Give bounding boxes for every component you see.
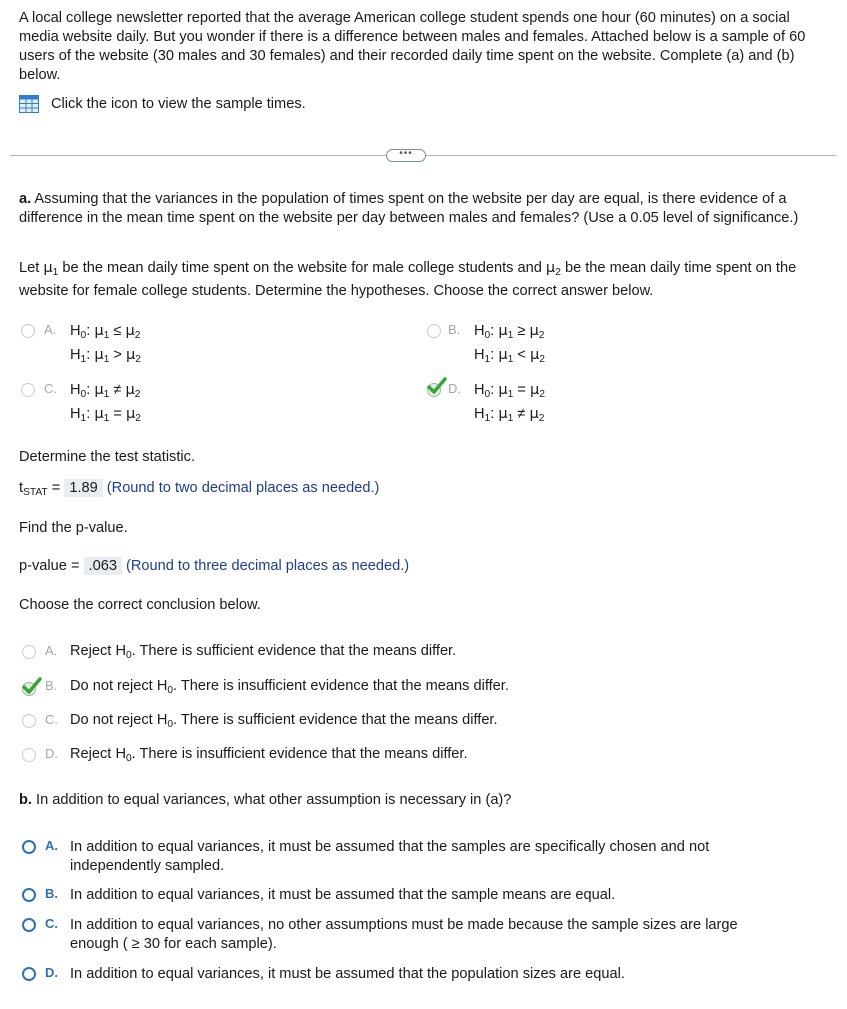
correct-check-icon: [20, 676, 42, 696]
mu-symbol: μ: [529, 405, 539, 422]
pvalue-prefix: p-value: [19, 558, 67, 574]
colon: :: [86, 323, 91, 339]
hyp-letter-b: B.: [448, 322, 461, 337]
conclusion-option-a[interactable]: [19, 643, 456, 659]
part-b-letter-b: B.: [45, 886, 58, 901]
conclusion-pre: Do not reject: [70, 678, 153, 694]
conclusion-option-c[interactable]: [19, 712, 498, 728]
subscript: 1: [507, 354, 514, 365]
mu-symbol: μ: [498, 405, 508, 422]
conclusion-c-text: [70, 712, 498, 728]
subscript: 2: [538, 413, 545, 424]
conclusion-letter-b: B.: [45, 678, 58, 693]
colon: :: [86, 406, 91, 422]
subscript: 2: [538, 330, 545, 341]
conclusion-radio-d[interactable]: [22, 748, 36, 762]
part-b-letter-d: D.: [45, 965, 58, 980]
operator: >: [113, 347, 122, 363]
subscript: 0: [80, 330, 87, 341]
subscript: 1: [52, 267, 59, 278]
h-symbol: H: [474, 347, 485, 363]
subscript: 1: [103, 330, 110, 341]
mu-symbol: μ: [498, 346, 508, 363]
conclusion-b-text: [70, 678, 509, 694]
hyp-letter-c: C.: [44, 381, 57, 396]
conclusion-option-d[interactable]: [19, 746, 468, 762]
pvalue-answer-field[interactable]: .063: [84, 557, 122, 575]
subscript: 1: [103, 413, 110, 424]
h-symbol: H: [156, 712, 168, 728]
mu-symbol: μ: [530, 381, 540, 398]
h-symbol: H: [70, 347, 81, 363]
equals-sign: =: [51, 480, 61, 496]
test-stat-label: Determine the test statistic.: [19, 449, 196, 465]
hyp-c-text: [70, 378, 290, 426]
part-a-label: a.: [19, 191, 32, 207]
tstat-symbol: t: [19, 480, 24, 496]
mu-symbol: μ: [94, 322, 104, 339]
subscript: 2: [135, 413, 141, 424]
part-b-letter-c: C.: [45, 916, 58, 931]
mu-symbol: μ: [498, 381, 508, 398]
mu-symbol: μ: [125, 381, 135, 398]
h-symbol: H: [70, 406, 81, 422]
h-symbol: H: [474, 323, 485, 339]
operator: =: [113, 406, 122, 422]
subscript: 1: [484, 413, 491, 424]
h-symbol: H: [70, 323, 81, 339]
part-b-option-d-text: In addition to equal variances, it must be assumed that the population sizes are equal.: [70, 966, 625, 982]
part-b-option-b-text: In addition to equal variances, it must be assumed that the sample means are equal.: [70, 887, 616, 903]
hyp-d-text: [474, 378, 694, 426]
mu-symbol: μ: [126, 405, 136, 422]
colon: :: [490, 382, 495, 398]
conclusion-radio-b[interactable]: [22, 680, 36, 694]
tstat-subscript: STAT: [23, 487, 48, 498]
subscript: 1: [103, 354, 110, 365]
mu-symbol: μ: [94, 405, 104, 422]
conclusion-a-text: [70, 643, 456, 659]
part-b-option-b[interactable]: [19, 886, 809, 905]
part-b-option-d[interactable]: [19, 965, 809, 984]
part-b-text: In addition to equal variances, what other assumption is necessary in (a)?: [36, 792, 512, 808]
conclusion-pre: Reject: [70, 643, 112, 659]
tstat-answer-field[interactable]: 1.89: [64, 479, 102, 497]
mu-symbol: μ: [126, 346, 136, 363]
conclusion-d-text: [70, 746, 468, 762]
pvalue-row: [19, 558, 409, 574]
hyp-a-text: [70, 319, 290, 367]
h-symbol: H: [156, 678, 168, 694]
mu-symbol: μ: [529, 322, 539, 339]
conclusion-label: Choose the correct conclusion below.: [19, 597, 261, 613]
subscript: 0: [167, 685, 174, 696]
colon: :: [86, 382, 91, 398]
subscript: 2: [555, 267, 561, 278]
pvalue-hint: (Round to three decimal places as needed.): [126, 558, 410, 574]
conclusion-letter-d: D.: [45, 746, 58, 761]
operator: ≠: [113, 382, 122, 398]
mu-definitions: [19, 256, 829, 303]
conclusion-letter-c: C.: [45, 712, 58, 727]
hyp-radio-a[interactable]: [21, 324, 35, 338]
mu-symbol: μ: [125, 322, 135, 339]
let-mid-text: be the mean daily time spent on the website for male college students and: [62, 260, 542, 276]
conclusion-option-b[interactable]: [19, 678, 509, 694]
h-symbol: H: [474, 406, 485, 422]
conclusion-letter-a: A.: [45, 643, 58, 658]
subscript: 2: [134, 330, 141, 341]
part-b-question: [19, 792, 829, 808]
part-a-question: [19, 190, 829, 228]
view-sample-times-link[interactable]: [19, 95, 306, 113]
subscript: 0: [125, 650, 132, 661]
part-b-option-a-text: In addition to equal variances, it must be assumed that the samples are specifically chosen and not independently sampled.: [70, 839, 710, 874]
subscript: 1: [103, 389, 110, 400]
let-post-text: be the mean daily time spent on the website for female college students. Determine the hypotheses. Choose the correct answer below.: [19, 260, 797, 299]
part-b-radio-d[interactable]: [22, 967, 36, 981]
h-symbol: H: [70, 382, 81, 398]
part-b-option-a[interactable]: [19, 838, 809, 876]
let-word: Let: [19, 260, 40, 276]
part-b-label: b.: [19, 792, 32, 808]
subscript: 2: [539, 389, 545, 400]
h-symbol: H: [115, 746, 126, 762]
conclusion-pre: Reject: [70, 746, 112, 762]
mu-symbol: μ: [530, 346, 540, 363]
colon: :: [490, 406, 495, 422]
subscript: 2: [134, 389, 141, 400]
subscript: 1: [80, 354, 87, 365]
operator: <: [517, 347, 526, 363]
colon: :: [490, 323, 495, 339]
conclusion-post: . There is insufficient evidence that the means differ.: [131, 746, 468, 762]
mu-symbol: μ: [94, 381, 104, 398]
subscript: 0: [484, 389, 491, 400]
subscript: 0: [484, 330, 491, 341]
mu-symbol: μ: [94, 346, 104, 363]
h-symbol: H: [115, 643, 126, 659]
subscript: 0: [80, 389, 87, 400]
correct-check-icon: [425, 376, 447, 396]
data-table-icon[interactable]: [19, 95, 39, 113]
colon: :: [86, 347, 91, 363]
operator: ≥: [517, 323, 526, 339]
mu-symbol: μ: [43, 259, 53, 276]
operator: =: [517, 382, 526, 398]
conclusion-post: . There is sufficient evidence that the means differ.: [173, 712, 498, 728]
part-b-option-c[interactable]: [19, 916, 809, 954]
hyp-radio-c[interactable]: [21, 383, 35, 397]
equals-sign: =: [70, 558, 80, 574]
conclusion-post: . There is sufficient evidence that the means differ.: [131, 643, 457, 659]
view-sample-times-text: Click the icon to view the sample times.: [51, 96, 306, 112]
subscript: 2: [135, 354, 141, 365]
mu-symbol: μ: [545, 259, 556, 276]
tstat-row: [19, 480, 379, 496]
colon: :: [490, 347, 495, 363]
subscript: 1: [507, 413, 514, 424]
part-b-option-c-text: In addition to equal variances, no other assumptions must be made because the sample sizes are large enough ( ≥ 30 for each sample).: [70, 917, 738, 952]
part-b-radio-b[interactable]: [22, 888, 36, 902]
h-symbol: H: [474, 382, 485, 398]
conclusion-pre: Do not reject: [70, 712, 153, 728]
expand-more-button[interactable]: •••: [386, 149, 426, 162]
operator: ≠: [517, 406, 526, 422]
subscript: 1: [484, 354, 491, 365]
subscript: 2: [539, 354, 545, 365]
mu-symbol: μ: [498, 322, 508, 339]
hyp-letter-d: D.: [448, 381, 461, 396]
subscript: 1: [507, 330, 514, 341]
part-b-radio-a[interactable]: [22, 840, 36, 854]
hyp-letter-a: A.: [44, 322, 57, 337]
tstat-hint: (Round to two decimal places as needed.): [106, 480, 380, 496]
conclusion-radio-a[interactable]: [22, 645, 36, 659]
hyp-b-text: [474, 319, 694, 367]
part-b-radio-c[interactable]: [22, 918, 36, 932]
pvalue-label: Find the p-value.: [19, 520, 128, 536]
subscript: 1: [507, 389, 514, 400]
problem-intro: A local college newsletter reported that the average American college student spends one hour (60 minutes) on a social media website daily. But you wonder if there is a difference between males and females. Attached below is a sample of 60 users of the website (30 males and 30 females) and their recorded daily time spent on the website. Complete (a) and (b) below.: [19, 10, 806, 83]
part-a-text: Assuming that the variances in the population of times spent on the website per day are equal, is there evidence of a difference in the mean time spent on the website per day between males and females? (Use a 0.05 level of significance.): [19, 191, 799, 226]
subscript: 1: [80, 413, 87, 424]
conclusion-post: . There is insufficient evidence that the means differ.: [173, 678, 509, 694]
subscript: 0: [167, 719, 174, 730]
subscript: 0: [125, 753, 132, 764]
part-b-letter-a: A.: [45, 838, 58, 853]
hyp-radio-b[interactable]: [427, 324, 441, 338]
conclusion-radio-c[interactable]: [22, 714, 36, 728]
operator: ≤: [113, 323, 122, 339]
